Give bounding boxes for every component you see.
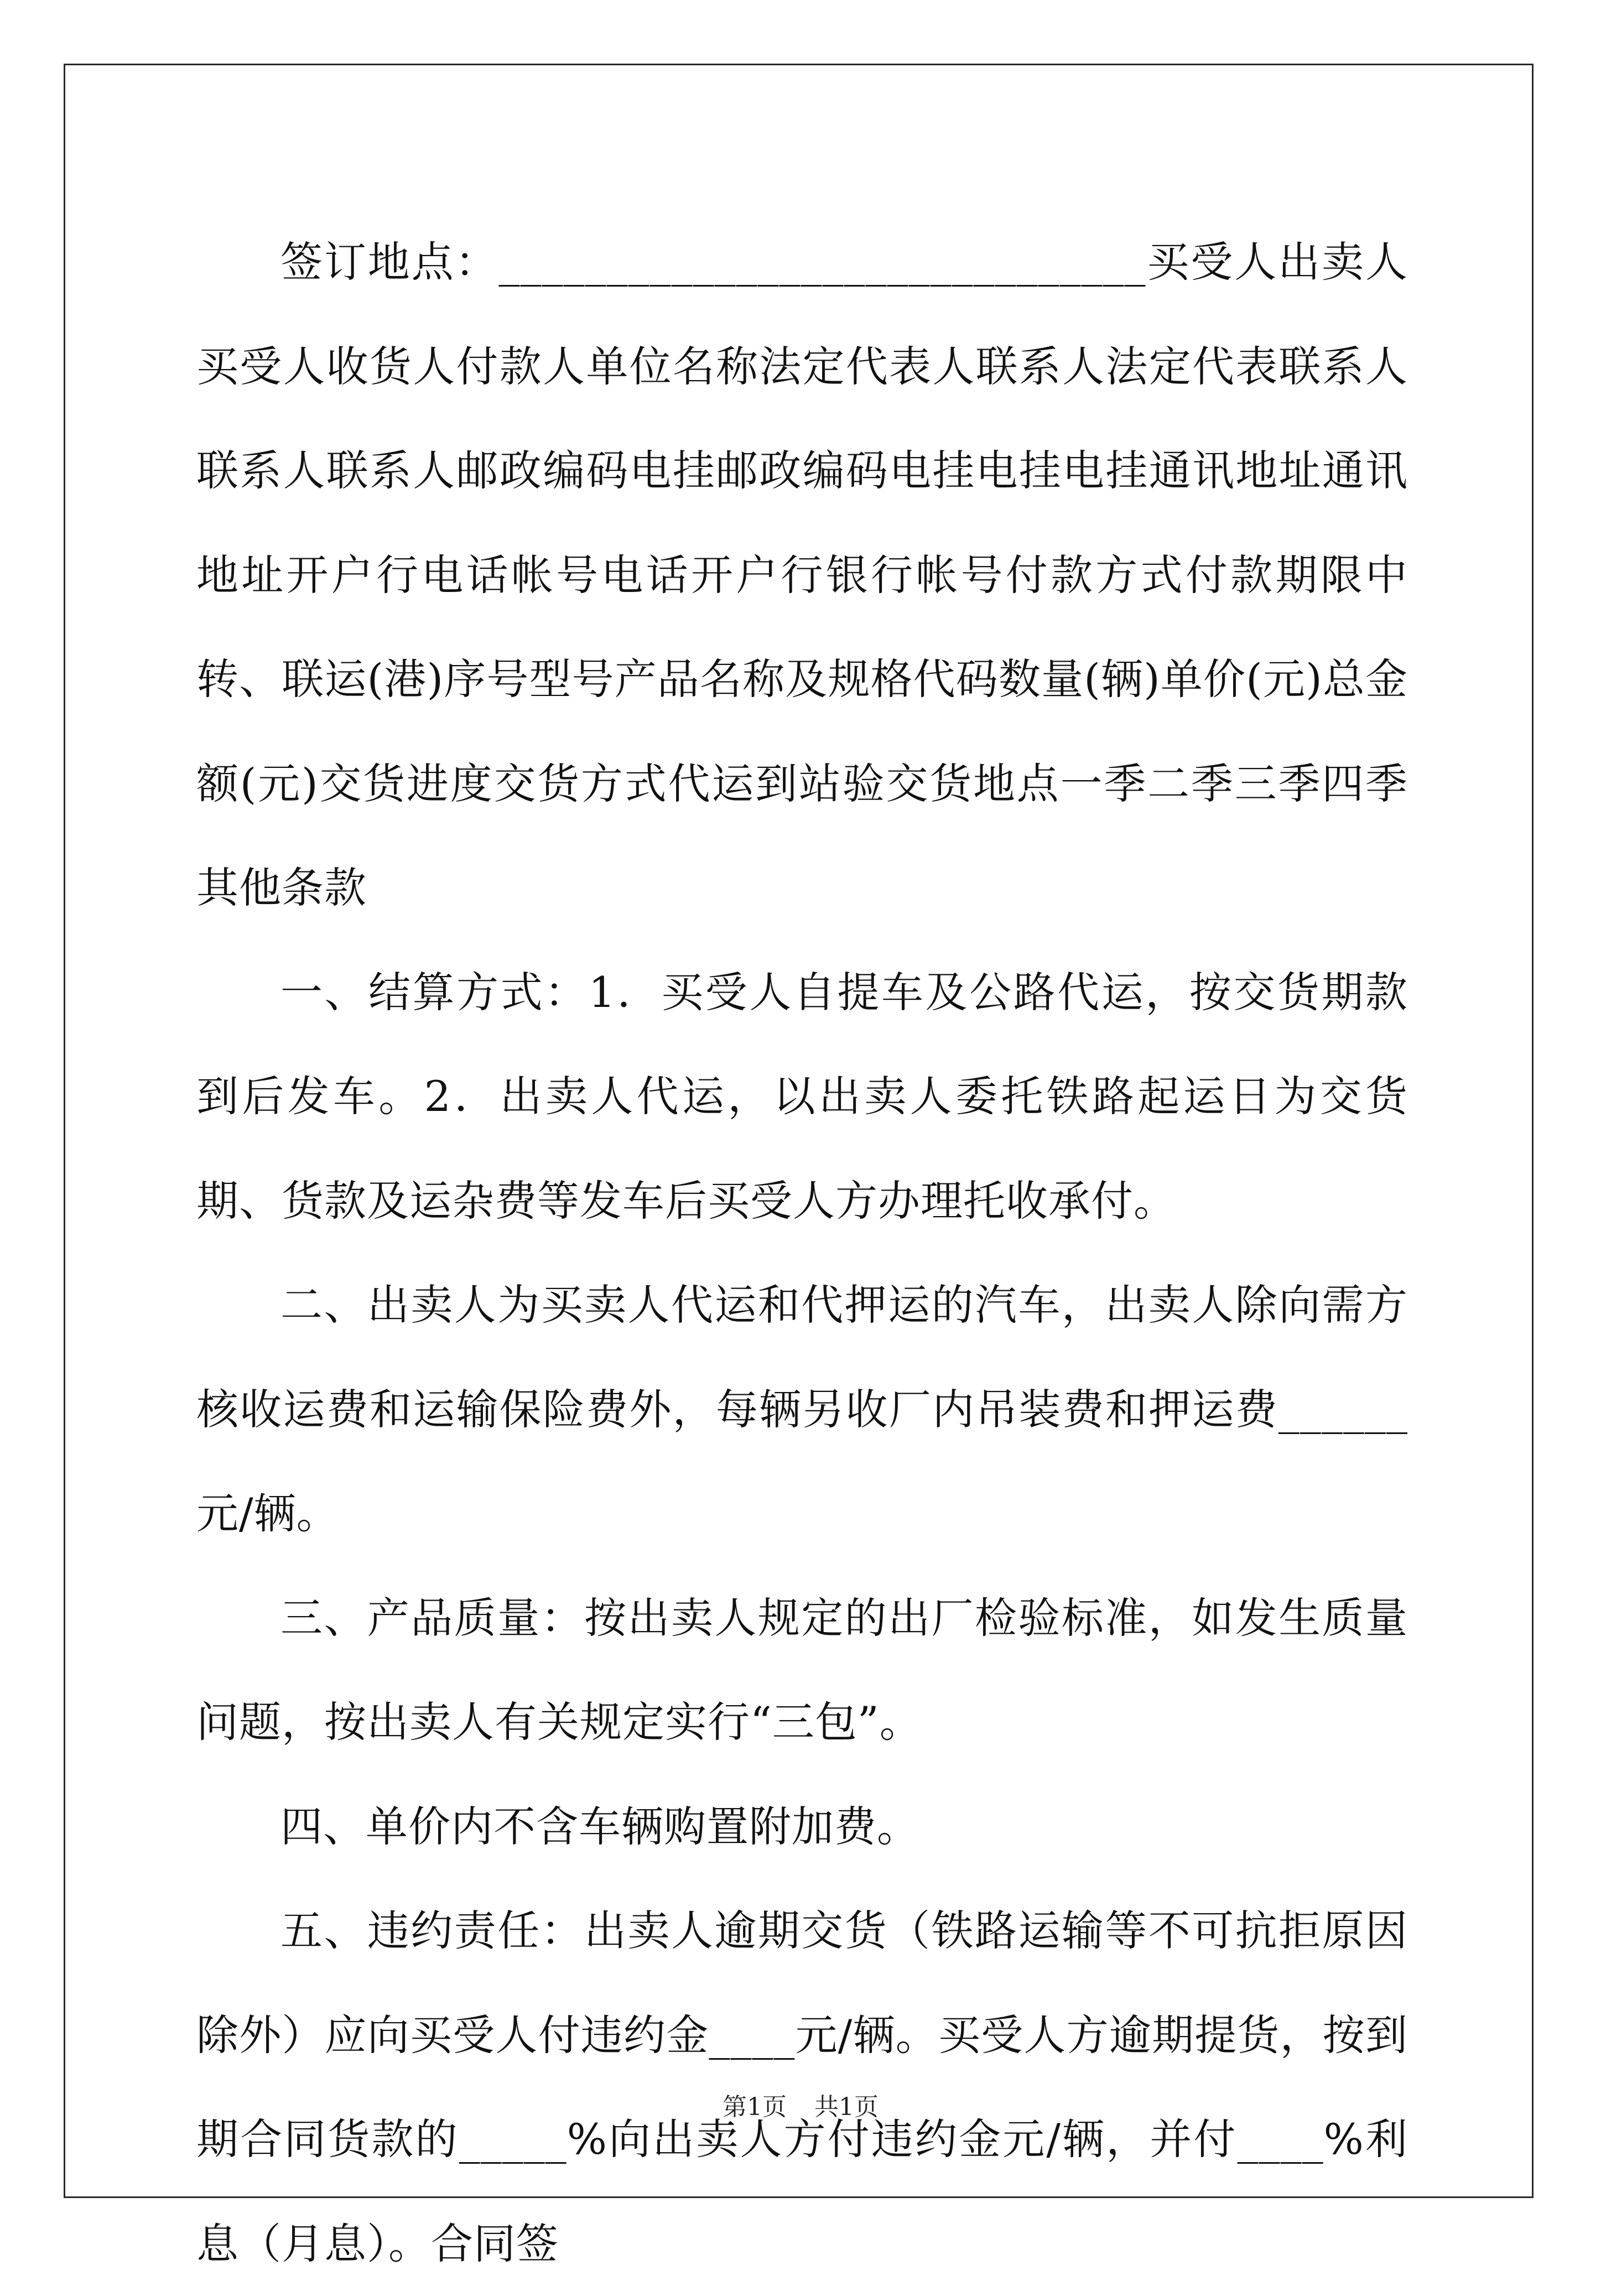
paragraph-signing-place: 签订地点：______________________________买受人出卖人买受人收货人付款人单位名称法定代表人联系人法定代表联系人联系人联系人邮政编码电挂邮政编码电挂电挂电挂通讯地址通讯地址开户行电话帐号电话开户行银行帐号付款方式付款期限中转、联运(港)序号型号产品名称及规格代码数量(辆)单价(元)总金额(元)交货进度交货方式代运到站验交货地点一季二季三季四季其他条款 [196,237,1408,912]
paragraph-quality: 三、产品质量：按出卖人规定的出厂检验标准，如发生质量问题，按出卖人有关规定实行“三包”。 [196,1593,1408,1747]
document-body [196,210,1408,2296]
page-number: 第1页 [722,2093,787,2121]
paragraph-unit-price: 四、单价内不含车辆购置附加费。 [280,1801,919,1851]
paragraph-shipping-fees: 二、出卖人为买卖人代运和代押运的汽车，出卖人除向需方核收运费和运输保险费外，每辆另收厂内吊装费和押运费______元/辆。 [196,1280,1408,1538]
page-total: 共1页 [814,2093,879,2121]
page-footer [0,2087,1601,2122]
paragraph-settlement: 一、结算方式：1．买受人自提车及公路代运，按交货期款到后发车。2．出卖人代运，以出卖人委托铁路起运日为交货期、货款及运杂费等发车后买受人方办理托收承付。 [196,967,1408,1225]
paragraph-liability: 五、违约责任：出卖人逾期交货（铁路运输等不可抗拒原因除外）应向买受人付违约金____元/辆。买受人方逾期提货，按到期合同货款的_____%向出卖人方付违约金元/辆，并付____%利息（月息）。合同签 [196,1906,1408,2268]
